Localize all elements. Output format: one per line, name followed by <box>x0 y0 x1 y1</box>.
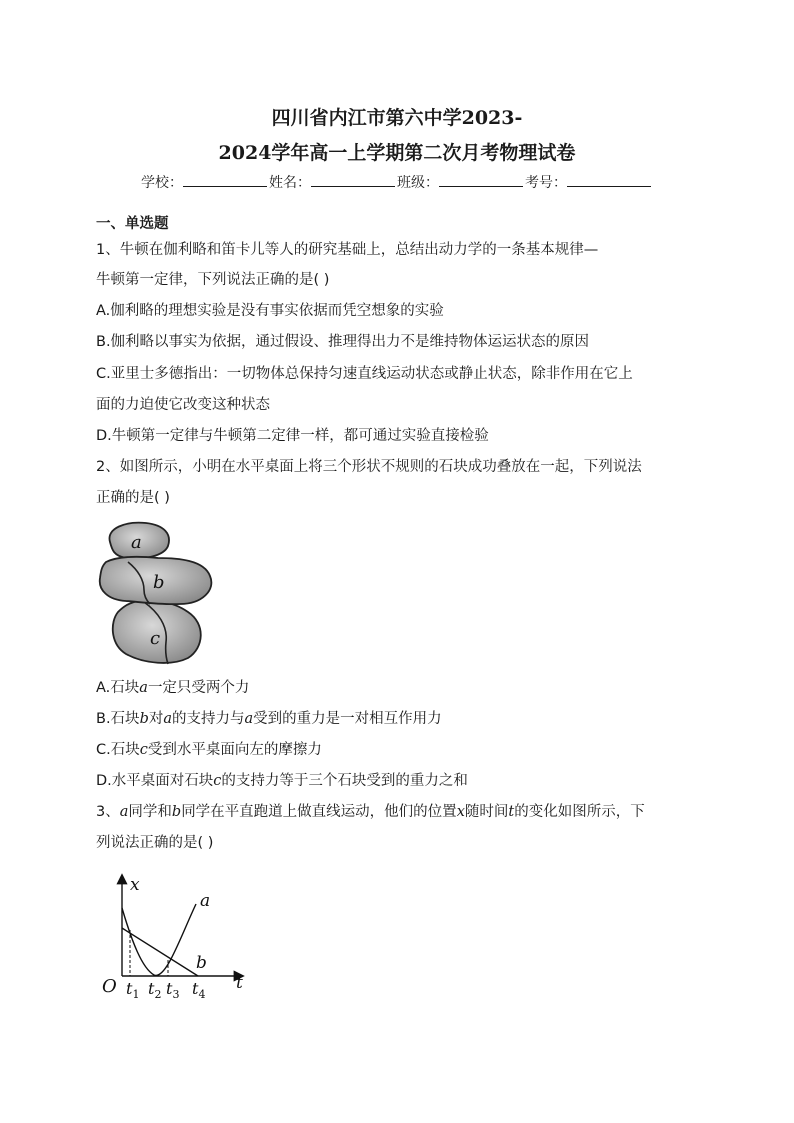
line-b-label: b <box>196 953 207 973</box>
q2-option-a: A.石块a一定只受两个力 <box>96 680 250 696</box>
xt-graph-figure <box>96 868 256 1008</box>
name-label: 姓名： <box>269 175 311 191</box>
curve-a <box>122 904 196 975</box>
q1-option-a: A.伽利略的理想实验是没有事实依据而凭空想象的实验 <box>96 303 444 319</box>
stone-b-label: b <box>153 572 165 593</box>
origin-label: O <box>102 976 117 997</box>
tick-t1: $t_1$ <box>126 979 140 1001</box>
exam-title-line1: 四川省内江市第六中学2023- <box>271 107 523 129</box>
q1-stem-line2: 牛顿第一定律，下列说法正确的是( ) <box>96 272 330 288</box>
q1-option-b: B.伽利略以事实为依据，通过假设、推理得出力不是维持物体运运状态的原因 <box>96 334 590 350</box>
x-axis-label: t <box>236 973 243 993</box>
q1-option-c-line2: 面的力迫使它改变这种状态 <box>96 397 270 413</box>
line-b <box>122 928 198 976</box>
curve-a-label: a <box>200 891 211 911</box>
school-blank[interactable] <box>183 174 267 187</box>
q1-stem-line1: 1、牛顿在伽利略和笛卡儿等人的研究基础上，总结出动力学的一条基本规律— <box>96 242 599 258</box>
q2-option-c: C.石块c受到水平桌面向左的摩擦力 <box>96 742 322 758</box>
student-info-row <box>0 172 794 192</box>
stone-c-label: c <box>150 628 161 649</box>
class-label: 班级： <box>397 175 439 191</box>
stone-a-label: a <box>131 532 142 553</box>
exam-number-blank[interactable] <box>567 174 651 187</box>
stacked-stones-figure <box>96 518 221 668</box>
school-label: 学校： <box>141 175 183 191</box>
tick-t2: $t_2$ <box>148 979 162 1001</box>
tick-t3: $t_3$ <box>166 979 180 1001</box>
q3-stem-line2: 列说法正确的是( ) <box>96 835 214 851</box>
q2-stem-line2: 正确的是( ) <box>96 490 170 506</box>
name-blank[interactable] <box>311 174 395 187</box>
section-title: 一、单选题 <box>96 216 169 232</box>
q1-option-c-line1: C.亚里士多德指出：一切物体总保持匀速直线运动状态或静止状态，除非作用在它上 <box>96 366 633 382</box>
q2-option-b: B.石块b对a的支持力与a受到的重力是一对相互作用力 <box>96 711 442 727</box>
q3-stem-line1: 3、a同学和b同学在平直跑道上做直线运动，他们的位置x随时间t的变化如图所示，下 <box>96 804 645 820</box>
q2-option-d: D.水平桌面对石块c的支持力等于三个石块受到的重力之和 <box>96 773 468 789</box>
y-axis-label: x <box>130 875 140 895</box>
q2-stem-line1: 2、如图所示，小明在水平桌面上将三个形状不规则的石块成功叠放在一起，下列说法 <box>96 459 642 475</box>
q1-option-d: D.牛顿第一定律与牛顿第二定律一样，都可通过实验直接检验 <box>96 428 489 444</box>
tick-t4: $t_4$ <box>192 979 206 1001</box>
exam-title-line2: 2024学年高一上学期第二次月考物理试卷 <box>218 142 576 164</box>
class-blank[interactable] <box>439 174 523 187</box>
exam-number-label: 考号： <box>525 175 567 191</box>
